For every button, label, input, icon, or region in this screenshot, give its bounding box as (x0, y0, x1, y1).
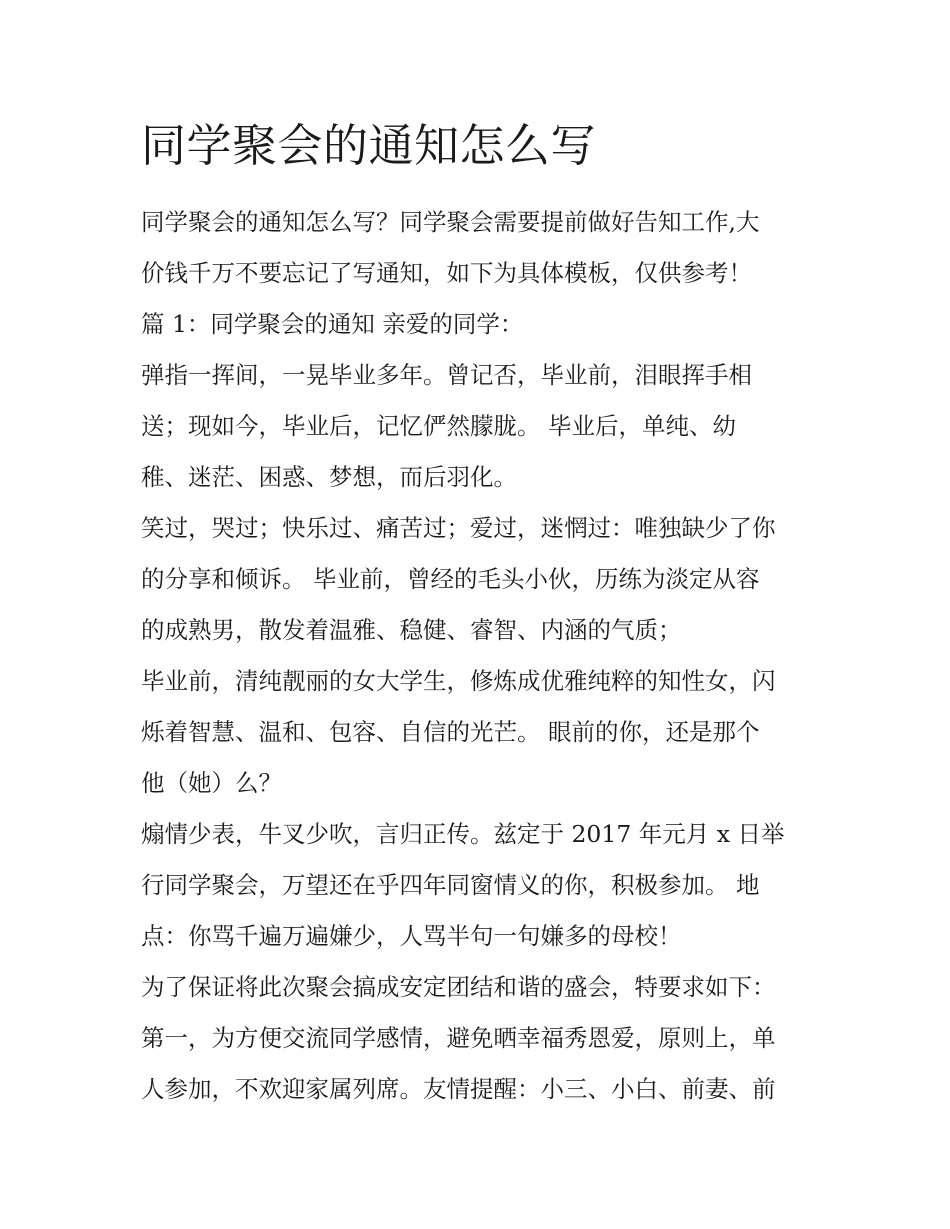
body-line: 的成熟男，散发着温雅、稳健、睿智、内涵的气质； (141, 616, 682, 644)
body-line: 毕业前，清纯靓丽的女大学生，修炼成优雅纯粹的知性女，闪 (141, 667, 776, 695)
body-line: 稚、迷茫、困惑、梦想，而后羽化。 (141, 463, 517, 491)
body-line: 笑过，哭过；快乐过、痛苦过；爱过，迷惘过：唯独缺少了你 (141, 514, 776, 542)
body-line: 第一，为方便交流同学感情，避免晒幸福秀恩爱，原则上，单 (141, 1024, 776, 1052)
body-line: 点：你骂千遍万遍嫌少，人骂半句一句嫌多的母校！ (141, 922, 682, 950)
body-line: 煽情少表，牛叉少吹，言归正传。兹定于 2017 年元月 x 日举 (141, 820, 785, 848)
body-line: 他（她）么？ (141, 769, 282, 797)
body-line: 价钱千万不要忘记了写通知，如下为具体模板，仅供参考！ (141, 259, 752, 287)
document-title: 同学聚会的通知怎么写 (141, 119, 597, 172)
body-line: 送；现如今，毕业后，记忆俨然朦胧。 毕业后，单纯、幼 (141, 412, 736, 440)
body-line: 人参加，不欢迎家属列席。友情提醒：小三、小白、前妻、前 (141, 1075, 776, 1103)
document-body (141, 197, 821, 1115)
body-line: 的分享和倾诉。 毕业前，曾经的毛头小伙，历练为淡定从容 (141, 565, 760, 593)
body-line: 同学聚会的通知怎么写？同学聚会需要提前做好告知工作,大 (141, 208, 760, 236)
body-line: 烁着智慧、温和、包容、自信的光芒。 眼前的你，还是那个 (141, 718, 760, 746)
body-line: 篇 1：同学聚会的通知 亲爱的同学： (141, 310, 524, 338)
body-line: 行同学聚会，万望还在乎四年同窗情义的你，积极参加。 地 (141, 871, 760, 899)
body-line: 弹指一挥间，一晃毕业多年。曾记否，毕业前，泪眼挥手相 (141, 361, 752, 389)
body-line: 为了保证将此次聚会搞成安定团结和谐的盛会，特要求如下： (141, 973, 776, 1001)
